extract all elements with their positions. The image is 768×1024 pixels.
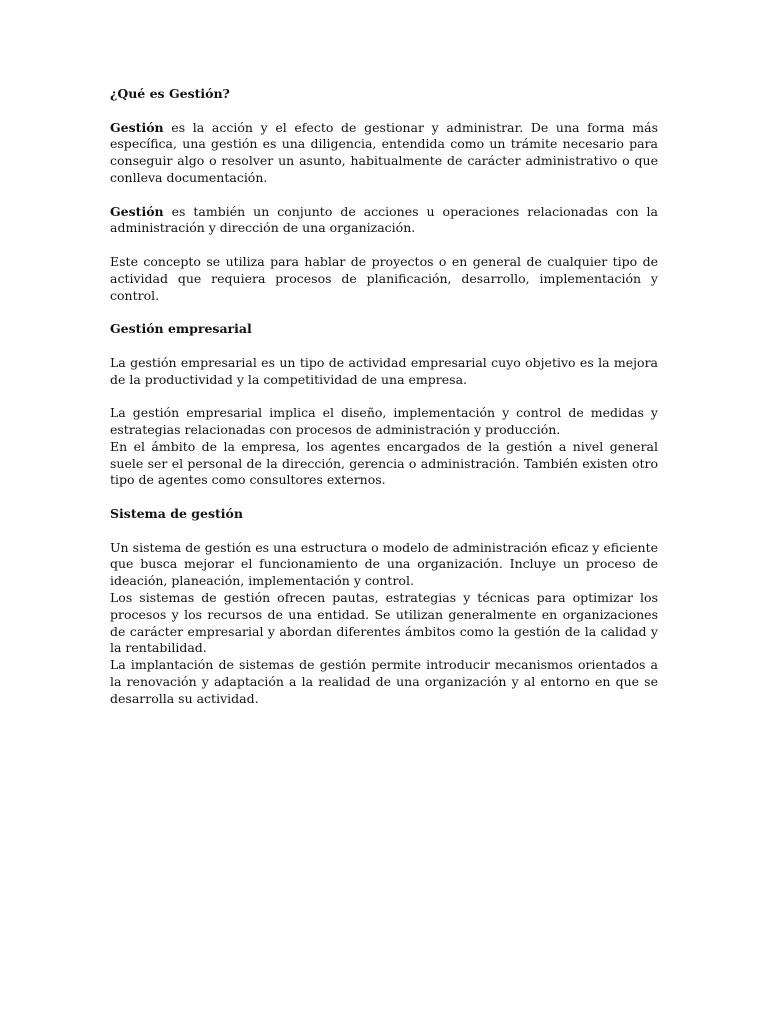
heading-que-es-gestion: ¿Qué es Gestión? [110, 86, 230, 101]
document-page [110, 86, 658, 707]
paragraph-definition-2-text: es también un conjunto de acciones u operaciones relacionadas con la administración y dirección de una organización. [110, 203, 658, 236]
paragraph-definition-2 [110, 204, 658, 238]
term-gestion-2: Gestión [110, 203, 164, 219]
paragraph-definition [110, 120, 658, 187]
paragraph-system-guidelines: Los sistemas de gestión ofrecen pautas, estrategias y técnicas para optimizar los procesos y los recursos de una entidad. Se utilizan generalmente en organizaciones de carácter empresarial y abordan diferentes ámbitos como la gestión de la calidad y la rentabilidad. [110, 589, 658, 656]
paragraph-business-design: La gestión empresarial implica el diseño, implementación y control de medidas y estrategias relacionadas con procesos de administración y producción. [110, 405, 658, 437]
paragraph-concept: Este concepto se utiliza para hablar de proyectos o en general de cualquier tipo de actividad que requiera procesos de planificación, desarrollo, implementación y control. [110, 253, 658, 303]
heading-sistema-de-gestion: Sistema de gestión [110, 505, 243, 521]
paragraph-system-implementation: La implantación de sistemas de gestión permite introducir mecanismos orientados a la renovación y adaptación a la realidad de una organización y al entorno en que se desarrolla su actividad. [110, 657, 658, 706]
term-gestion: Gestión [110, 119, 164, 135]
paragraph-system-definition: Un sistema de gestión es una estructura o modelo de administración eficaz y eficiente que busca mejorar el funcionamiento de una organización. Incluye un proceso de ideación, planeación, implementación y control. [110, 539, 658, 589]
paragraph-definition-text: es la acción y el efecto de gestionar y administrar. De una forma más específica, una gestión es una diligencia, entendida como un trámite necesario para conseguir algo o resolver un asunto, habitualmente de carácter administrativo o que conlleva documentación. [110, 119, 658, 185]
heading-gestion-empresarial: Gestión empresarial [110, 321, 252, 337]
paragraph-business-management: La gestión empresarial es un tipo de actividad empresarial cuyo objetivo es la mejora de la productividad y la competitividad de una empresa. [110, 354, 658, 387]
paragraph-business-agents: En el ámbito de la empresa, los agentes encargados de la gestión a nivel general suele ser el personal de la dirección, gerencia o administración. También existen otro tipo de agentes como consultores externos. [110, 438, 658, 488]
